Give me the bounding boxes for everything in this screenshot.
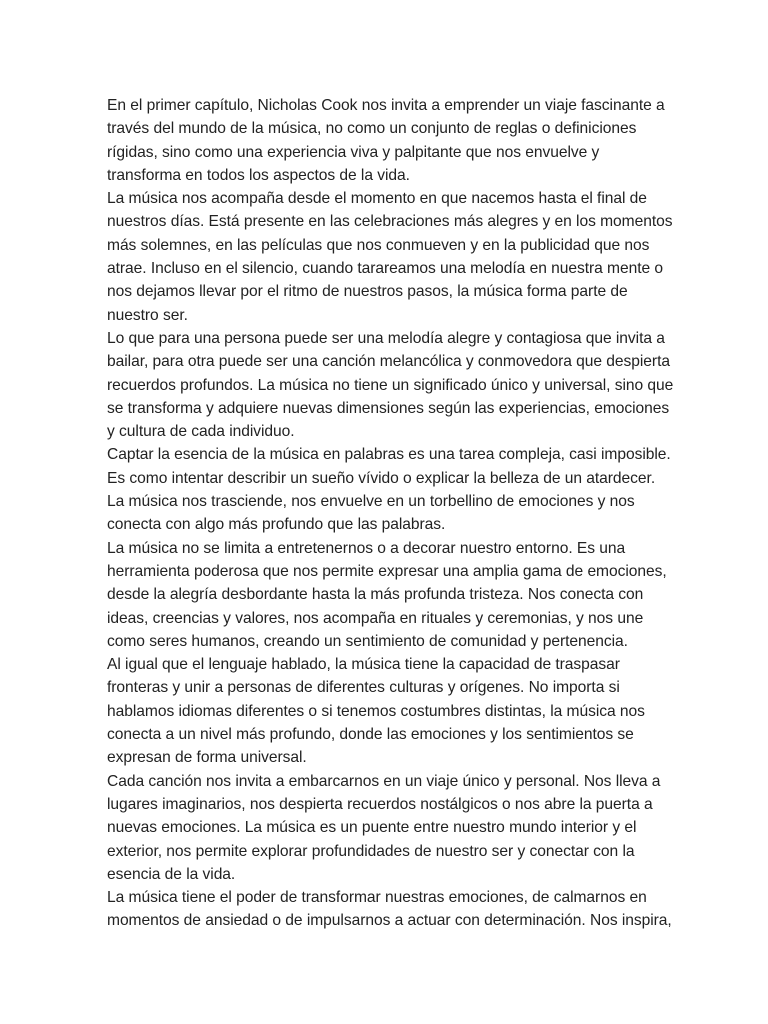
text-line: Lo que para una persona puede ser una melodía alegre y contagiosa que invita a [107, 329, 665, 347]
text-line: lugares imaginarios, nos despierta recuerdos nostálgicos o nos abre la puerta a [107, 795, 653, 813]
paragraph-5 [107, 537, 667, 653]
text-line: y cultura de cada individuo. [107, 423, 295, 441]
text-line: nuevas emociones. La música es un puente entre nuestro mundo interior y el [107, 819, 637, 837]
text-line: La música no se limita a entretenernos o a decorar nuestro entorno. Es una [107, 539, 626, 557]
paragraph-3 [107, 327, 674, 443]
text-line: conecta a un nivel más profundo, donde las emociones y los sentimientos se [107, 726, 634, 744]
text-line: La música tiene el poder de transformar nuestras emociones, de calmarnos en [107, 889, 647, 907]
text-line: nuestro ser. [107, 306, 188, 324]
text-line: fronteras y unir a personas de diferentes culturas y orígenes. No importa si [107, 679, 620, 697]
text-line: momentos de ansiedad o de impulsarnos a actuar con determinación. Nos inspira, [107, 912, 672, 930]
text-line: Cada canción nos invita a embarcarnos en un viaje único y personal. Nos lleva a [107, 772, 661, 790]
text-line: Al igual que el lenguaje hablado, la música tiene la capacidad de traspasar [107, 656, 620, 674]
paragraph-1 [107, 94, 667, 187]
text-line: rígidas, sino como una experiencia viva y palpitante que nos envuelve y [107, 143, 600, 161]
document-body [107, 94, 674, 933]
text-line: hablamos idiomas diferentes o si tenemos costumbres distintas, la música nos [107, 702, 645, 720]
text-line: ideas, creencias y valores, nos acompaña en rituales y ceremonias, y nos une [107, 609, 644, 627]
text-line: En el primer capítulo, Nicholas Cook nos invita a emprender un viaje fascinante a [107, 97, 665, 114]
text-line: esencia de la vida. [107, 865, 236, 883]
text-line: recuerdos profundos. La música no tiene un significado único y universal, sino que [107, 376, 674, 394]
text-line: bailar, para otra puede ser una canción melancólica y conmovedora que despierta [107, 353, 670, 371]
text-line: Es como intentar describir un sueño vívido o explicar la belleza de un atardecer. [107, 469, 656, 487]
text-line: exterior, nos permite explorar profundidades de nuestro ser y conectar con la [107, 842, 635, 860]
text-line: como seres humanos, creando un sentimiento de comunidad y pertenencia. [107, 632, 628, 650]
text-line: desde la alegría desbordante hasta la más profunda tristeza. Nos conecta con [107, 586, 644, 604]
paragraph-6 [107, 653, 667, 769]
paragraph-4 [107, 443, 671, 536]
text-line: Captar la esencia de la música en palabras es una tarea compleja, casi imposible. [107, 446, 671, 464]
text-line: La música nos trasciende, nos envuelve en un torbellino de emociones y nos [107, 493, 635, 511]
text-line: se transforma y adquiere nuevas dimensiones según las experiencias, emociones [107, 399, 670, 417]
paragraph-7 [107, 770, 667, 886]
text-line: transforma en todos los aspectos de la vida. [107, 166, 410, 184]
paragraph-8 [107, 886, 672, 933]
text-line: conecta con algo más profundo que las palabras. [107, 516, 446, 534]
text-line: expresan de forma universal. [107, 749, 307, 767]
text-line: herramienta poderosa que nos permite expresar una amplia gama de emociones, [107, 562, 667, 580]
text-line: través del mundo de la música, no como un conjunto de reglas o definiciones [107, 120, 637, 138]
text-line: nos dejamos llevar por el ritmo de nuestros pasos, la música forma parte de [107, 283, 628, 301]
text-line: La música nos acompaña desde el momento en que nacemos hasta el final de [107, 190, 647, 208]
paragraph-2 [107, 187, 673, 327]
text-line: más solemnes, en las películas que nos conmueven y en la publicidad que nos [107, 236, 650, 254]
text-line: nuestros días. Está presente en las celebraciones más alegres y en los momentos [107, 213, 673, 231]
text-line: atrae. Incluso en el silencio, cuando tarareamos una melodía en nuestra mente o [107, 260, 664, 278]
